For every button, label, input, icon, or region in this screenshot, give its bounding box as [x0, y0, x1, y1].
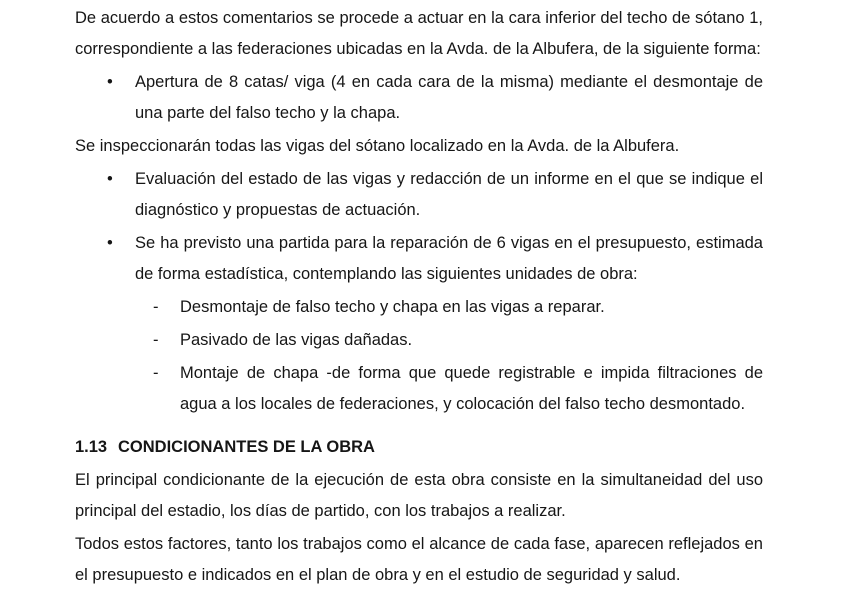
dash-marker: -	[153, 331, 159, 349]
conditions-paragraph-1: El principal condicionante de la ejecución de esta obra consiste en la simultaneidad del uso principal del estadio, los días de partido, con los trabajos a realizar.	[75, 471, 763, 520]
bullet-marker: •	[107, 73, 113, 91]
bullet-item-evaluacion	[75, 164, 763, 226]
section-heading	[75, 432, 763, 463]
bullet-text: Evaluación del estado de las vigas y redacción de un informe en el que se indique el diagnóstico y propuestas de actuación.	[135, 170, 763, 219]
section-title: CONDICIONANTES DE LA OBRA	[118, 438, 375, 456]
bullet-text: Se ha previsto una partida para la reparación de 6 vigas en el presupuesto, estimada de forma estadística, contemplando las siguientes unidades de obra:	[135, 234, 763, 283]
dash-marker: -	[153, 298, 159, 316]
conditions-paragraph-2: Todos estos factores, tanto los trabajos como el alcance de cada fase, aparecen reflejados en el presupuesto e indicados en el plan de obra y en el estudio de seguridad y salud.	[75, 535, 763, 584]
dash-item-desmontaje	[75, 292, 763, 323]
bullet-item-partida	[75, 228, 763, 290]
intro-paragraph: De acuerdo a estos comentarios se procede a actuar en la cara inferior del techo de sótano 1, correspondiente a las federaciones ubicadas en la Avda. de la Albufera, de la siguiente forma:	[75, 9, 763, 58]
bullet-marker: •	[107, 170, 113, 188]
dash-item-pasivado	[75, 325, 763, 356]
dash-text: Desmontaje de falso techo y chapa en las vigas a reparar.	[180, 298, 605, 316]
bullet-marker: •	[107, 234, 113, 252]
dash-text: Pasivado de las vigas dañadas.	[180, 331, 413, 349]
section-number: 1.13	[75, 438, 108, 456]
dash-text: Montaje de chapa -de forma que quede registrable e impida filtraciones de agua a los locales de federaciones, y colocación del falso techo desmontado.	[180, 364, 763, 413]
bullet-item-apertura	[75, 67, 763, 129]
inspection-paragraph: Se inspeccionarán todas las vigas del sótano localizado en la Avda. de la Albufera.	[75, 137, 680, 155]
dash-marker: -	[153, 364, 159, 382]
bullet-text: Apertura de 8 catas/ viga (4 en cada cara de la misma) mediante el desmontaje de una parte del falso techo y la chapa.	[135, 73, 763, 122]
dash-item-montaje	[75, 358, 763, 420]
document-content	[75, 3, 763, 593]
